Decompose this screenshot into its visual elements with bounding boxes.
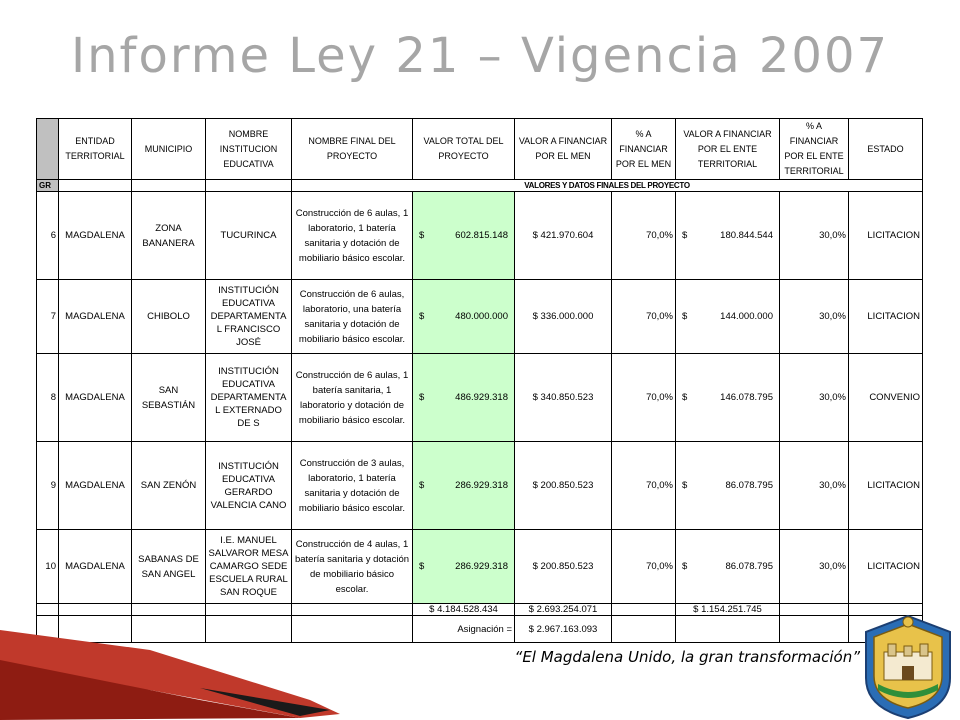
valor-men-cell: $ 340.850.523 [515,354,612,442]
page-title: Informe Ley 21 – Vigencia 2007 [70,28,890,84]
pct-ente-cell: 30,0% [780,192,849,280]
header-estado: ESTADO [849,119,923,180]
header-valor-men: VALOR A FINANCIAR POR EL MEN [515,119,612,180]
valor-ente-cell: $ 146.078.795 [676,354,780,442]
total-valor-men: $ 2.693.254.071 [515,604,612,616]
red-arrow-decoration [0,630,360,720]
pct-men-cell: 70,0% [612,192,676,280]
valor-men-cell: $ 336.000.000 [515,280,612,354]
row-number: 10 [37,530,59,604]
institucion-cell: INSTITUCIÓN EDUCATIVA DEPARTAMENTA L EXTERNADO DE S [206,354,292,442]
header-valor-ente: VALOR A FINANCIAR POR EL ENTE TERRITORIAL [676,119,780,180]
entidad-cell: MAGDALENA [59,192,132,280]
valor-total-cell: $ 286.929.318 [413,442,515,530]
header-index [37,119,59,180]
valor-ente-cell: $ 180.844.544 [676,192,780,280]
footer-slogan: “El Magdalena Unido, la gran transformación” [514,648,860,666]
table-row [37,280,923,354]
pct-men-cell: 70,0% [612,530,676,604]
valor-men-cell: $ 200.850.523 [515,442,612,530]
project-table [36,118,923,643]
header-municipio: MUNICIPIO [132,119,206,180]
entidad-cell: MAGDALENA [59,354,132,442]
project-table-container [36,118,922,643]
header-valor-total: VALOR TOTAL DEL PROYECTO [413,119,515,180]
valor-ente-cell: $ 144.000.000 [676,280,780,354]
pct-men-cell: 70,0% [612,280,676,354]
institucion-cell: I.E. MANUEL SALVAROR MESA CAMARGO SEDE ESCUELA RURAL SAN ROQUE [206,530,292,604]
proyecto-cell: Construcción de 6 aulas, laboratorio, una batería sanitaria y dotación de mobiliario básico escolar. [292,280,413,354]
table-row [37,192,923,280]
header-institucion: NOMBRE INSTITUCION EDUCATIVA [206,119,292,180]
totals-row [37,604,923,616]
pct-ente-cell: 30,0% [780,530,849,604]
institucion-cell: TUCURINCA [206,192,292,280]
institucion-cell: INSTITUCIÓN EDUCATIVA GERARDO VALENCIA CANO [206,442,292,530]
row-number: 8 [37,354,59,442]
subheader-gr: GR [37,180,59,192]
entidad-cell: MAGDALENA [59,280,132,354]
proyecto-cell: Construcción de 6 aulas, 1 batería sanitaria, 1 laboratorio y dotación de mobiliario básico escolar. [292,354,413,442]
subheader-section: VALORES Y DATOS FINALES DEL PROYECTO [292,180,923,192]
entidad-cell: MAGDALENA [59,530,132,604]
header-pct-ente: % A FINANCIAR POR EL ENTE TERRITORIAL [780,119,849,180]
valor-men-cell: $ 421.970.604 [515,192,612,280]
header-entidad: ENTIDAD TERRITORIAL [59,119,132,180]
estado-cell: CONVENIO [849,354,923,442]
municipio-cell: ZONA BANANERA [132,192,206,280]
valor-total-cell: $ 602.815.148 [413,192,515,280]
asignacion-value: $ 2.967.163.093 [515,616,612,643]
estado-cell: LICITACION [849,280,923,354]
estado-cell: LICITACION [849,530,923,604]
pct-men-cell: 70,0% [612,442,676,530]
header-proyecto: NOMBRE FINAL DEL PROYECTO [292,119,413,180]
pct-men-cell: 70,0% [612,354,676,442]
pct-ente-cell: 30,0% [780,280,849,354]
table-row [37,442,923,530]
row-number: 9 [37,442,59,530]
proyecto-cell: Construcción de 4 aulas, 1 batería sanitaria y dotación de mobiliario básico escolar. [292,530,413,604]
municipio-cell: SAN ZENÓN [132,442,206,530]
municipio-cell: SAN SEBASTIÁN [132,354,206,442]
proyecto-cell: Construcción de 6 aulas, 1 laboratorio, 1 batería sanitaria y dotación de mobiliario básico escolar. [292,192,413,280]
table-row [37,530,923,604]
pct-ente-cell: 30,0% [780,354,849,442]
total-valor-total: $ 4.184.528.434 [413,604,515,616]
entidad-cell: MAGDALENA [59,442,132,530]
valor-total-cell: $ 486.929.318 [413,354,515,442]
subheader-row [37,180,923,192]
header-pct-men: % A FINANCIAR POR EL MEN [612,119,676,180]
municipio-cell: SABANAS DE SAN ANGEL [132,530,206,604]
magdalena-coat-of-arms-icon [858,612,958,720]
valor-total-cell: $ 286.929.318 [413,530,515,604]
pct-ente-cell: 30,0% [780,442,849,530]
row-number: 6 [37,192,59,280]
valor-ente-cell: $ 86.078.795 [676,530,780,604]
total-valor-ente: $ 1.154.251.745 [676,604,780,616]
row-number: 7 [37,280,59,354]
header-row [37,119,923,180]
valor-men-cell: $ 200.850.523 [515,530,612,604]
asignacion-label: Asignación = [413,616,515,643]
municipio-cell: CHIBOLO [132,280,206,354]
estado-cell: LICITACION [849,192,923,280]
estado-cell: LICITACION [849,442,923,530]
proyecto-cell: Construcción de 3 aulas, laboratorio, 1 batería sanitaria y dotación de mobiliario básico escolar. [292,442,413,530]
valor-ente-cell: $ 86.078.795 [676,442,780,530]
table-row [37,354,923,442]
valor-total-cell: $ 480.000.000 [413,280,515,354]
institucion-cell: INSTITUCIÓN EDUCATIVA DEPARTAMENTA L FRANCISCO JOSÉ [206,280,292,354]
